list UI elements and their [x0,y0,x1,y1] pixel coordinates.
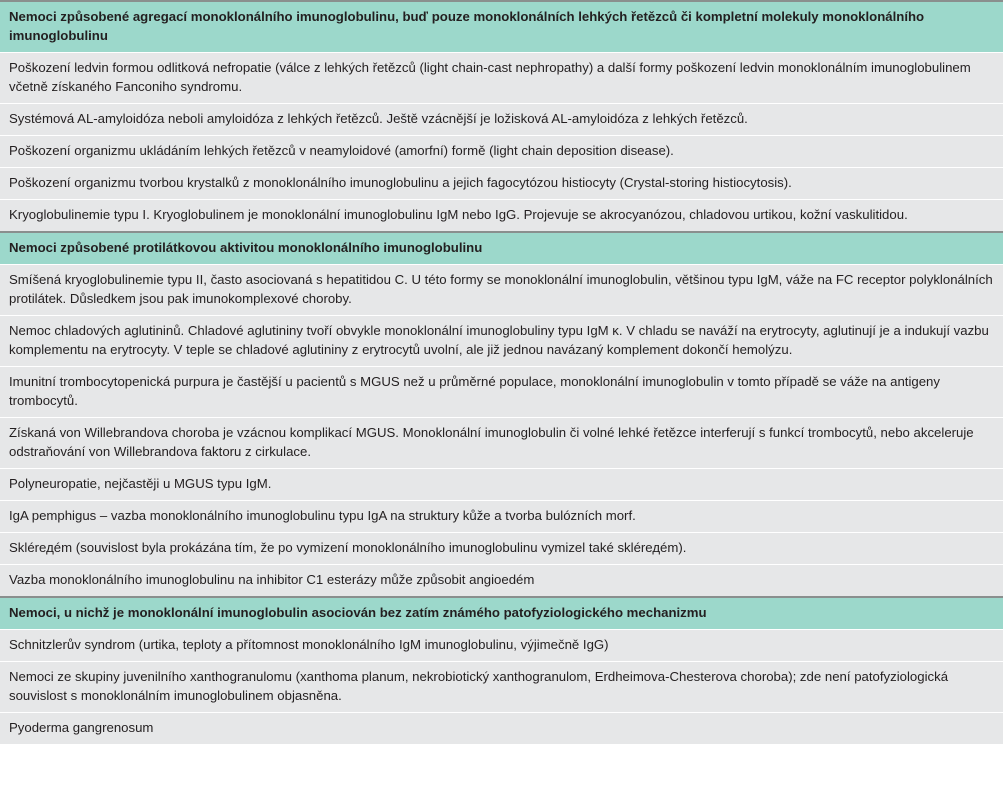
table-row: Schnitzlerův syndrom (urtika, teploty a přítomnost monoklonálního IgM imunoglobulinu, výjimečně IgG) [0,629,1003,661]
table-row: Vazba monoklonálního imunoglobulinu na inhibitor C1 esterázy může způsobit angioedém [0,564,1003,596]
table-row: Smíšená kryoglobulinemie typu II, často asociovaná s hepatitidou C. U této formy se monoklonální imunoglobulin, většinou typu IgM, váže na FC receptor polyklonálních protilátek. Důsledkem jsou pak imunokomplexové choroby. [0,264,1003,315]
table-row: Imunitní trombocytopenická purpura je častější u pacientů s MGUS než u průměrné populace, monoklonální imunoglobulin v tomto případě se váže na antigeny trombocytů. [0,366,1003,417]
table-row: Kryoglobulinemie typu I. Kryoglobulinem je monoklonální imunoglobulinu IgM nebo IgG. Projevuje se akrocyanózou, chladovou urtikou, kožní vaskulitidou. [0,199,1003,231]
table-row: Systémová AL-amyloidóza neboli amyloidóza z lehkých řetězců. Ještě vzácnější je ložisková AL-amyloidóza z lehkých řetězců. [0,103,1003,135]
table-row: Poškození ledvin formou odlitková nefropatie (válce z lehkých řetězců (light chain-cast nephropathy) a další formy poškození ledvin monoklonálním imunoglobulinem včetně získaného Fanconiho syndromu. [0,52,1003,103]
table-row: IgA pemphigus – vazba monoklonálního imunoglobulinu typu IgA na struktury kůže a tvorba bulózních morf. [0,500,1003,532]
section-heading: Nemoci, u nichž je monoklonální imunoglobulin asociován bez zatím známého patofyziologického mechanizmu [0,596,1003,629]
table-row: Poškození organizmu ukládáním lehkých řetězců v neamyloidové (amorfní) formě (light chain deposition disease). [0,135,1003,167]
table-row: Poškození organizmu tvorbou krystalků z monoklonálního imunoglobulinu a jejich fagocytózou histiocyty (Crystal-storing histiocytosis). [0,167,1003,199]
table-row: Pyoderma gangrenosum [0,712,1003,744]
section-heading: Nemoci způsobené agregací monoklonálního imunoglobulinu, buď pouze monoklonálních lehkých řetězců či kompletní molekuly monoklonálního imunoglobulinu [0,0,1003,52]
table-row: Sklérедém (souvislost byla prokázána tím, že po vymizení monoklonálního imunoglobulinu vymizel také sklérедém). [0,532,1003,564]
table-row: Nemoc chladových aglutininů. Chladové aglutininy tvoří obvykle monoklonální imunoglobuliny typu IgM κ. V chladu se naváží na erytrocyty, aglutinují je a indukují vazbu komplementu na erytrocyty. V teple se chladové aglutininy z erytrocytů uvolní, ale již jednou navázaný komplement dokončí hemolýzu. [0,315,1003,366]
table-row: Polyneuropatie, nejčastěji u MGUS typu IgM. [0,468,1003,500]
table-row: Získaná von Willebrandova choroba je vzácnou komplikací MGUS. Monoklonální imunoglobulin či volné lehké řetězce interferují s funkcí trombocytů, nebo akceleruje odstraňování von Willebrandova faktoru z cirkulace. [0,417,1003,468]
section-heading: Nemoci způsobené protilátkovou aktivitou monoklonálního imunoglobulinu [0,231,1003,264]
table-row: Nemoci ze skupiny juvenilního xanthogranulomu (xanthoma planum, nekrobiotický xanthogranulom, Erdheimova-Chesterova choroba); zde není patofyziologická souvislost s monoklonálním imunoglobulinem objasněna. [0,661,1003,712]
